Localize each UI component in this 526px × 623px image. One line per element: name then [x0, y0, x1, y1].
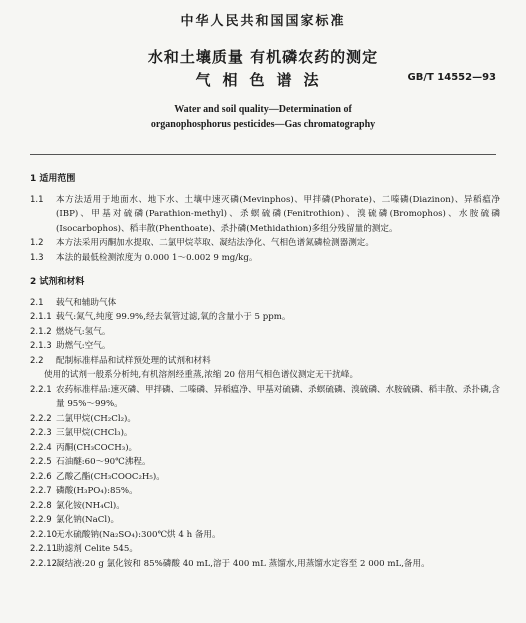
clause-number: 2.2.3: [30, 428, 52, 438]
clause-number: 2.1.1: [30, 312, 52, 322]
clause-2-1-2: [30, 325, 500, 340]
clause-1-1: [30, 193, 500, 237]
clause-number: 1.3: [30, 252, 44, 263]
clause-number: 2.2.12: [30, 558, 58, 569]
clause-number: 2.1.3: [30, 341, 52, 351]
section-1-title: 1 适用范围: [30, 174, 76, 184]
header-divider: [30, 154, 496, 155]
clause-2-2-8: [30, 499, 500, 514]
clause-text: 本法的最低检测浓度为 0.000 1～0.002 9 mg/kg。: [56, 252, 258, 263]
clause-text: 助燃气:空气。: [56, 341, 111, 351]
standard-code: GB/T 14552—93: [407, 72, 496, 83]
clause-number: 2.2.11: [30, 544, 58, 554]
clause-number: 2.2.6: [30, 471, 52, 482]
clause-text: 丙酮(CH₃COCH₃)。: [56, 442, 138, 453]
clause-text: 二氯甲烷(CH₂Cl₂)。: [56, 413, 136, 424]
clause-text: 载气和辅助气体: [56, 297, 117, 308]
clause-text: 三氯甲烷(CHCl₃)。: [56, 428, 133, 438]
clause-text: 农药标准样品:速灭磷、甲拌磷、二嗪磷、异稻瘟净、甲基对硫磷、杀螟硫磷、溴硫磷、水胺硫磷、稻丰散、杀扑磷,含量 95%～99%。: [56, 384, 500, 409]
clause-1-2: [30, 236, 500, 251]
clause-text: 磷酸(H₃PO₄):85%。: [56, 486, 138, 496]
clause-2-2-12: [30, 557, 500, 572]
clause-text: 凝结液:20 g 氯化铵和 85%磷酸 40 mL,溶于 400 mL 蒸馏水,用蒸馏水定容至 2 000 mL,备用。: [56, 558, 430, 569]
standard-org: 中华人民共和国国家标准: [180, 14, 346, 29]
clause-2-1-1: [30, 310, 500, 325]
clause-2-1-3: [30, 339, 500, 354]
clause-number: 2.2.5: [30, 457, 52, 467]
clause-text: 本方法适用于地面水、地下水、土壤中速灭磷(Mevinphos)、甲拌磷(Phorate)、二嗪磷(Diazinon)、异稻瘟净(IBP)、甲基对硫磷(Parathion-methyl)、杀螟硫磷(Fenitrothion)、溴硫磷(Bromophos)、水胺硫磷(Isocarbophos)、稻丰散(Phenthoate)、杀扑磷(Methidathion)多组分残留量的测定。: [56, 194, 500, 234]
clause-text: 载气:氮气,纯度 99.9%,经去氧管过滤,氧的含量小于 5 ppm。: [56, 312, 291, 322]
clause-text: 助滤剂 Celite 545。: [56, 544, 138, 554]
clause-text: 乙酸乙酯(CH₃COOC₂H₅)。: [56, 471, 165, 482]
clause-2-2-3: [30, 426, 500, 441]
clause-2-2-7: [30, 484, 500, 499]
clause-number: 2.1: [30, 297, 44, 308]
title-en-line1: Water and soil quality—Determination of: [174, 104, 352, 115]
clause-2-2-9: [30, 513, 500, 528]
clause-2-1: [30, 296, 500, 311]
clause-text: 配制标准样品和试样预处理的试剂和材料: [56, 355, 211, 366]
clause-number: 2.2: [30, 355, 44, 366]
clause-text: 石油醚:60～90℃沸程。: [56, 457, 151, 467]
clause-number: 2.2.1: [30, 384, 52, 395]
clause-2-2-4: [30, 441, 500, 456]
title-zh-line2: 气相色谱法: [195, 71, 331, 89]
clause-2-2-1: [30, 383, 500, 412]
clause-number: 2.2.8: [30, 500, 52, 511]
clause-2-2-5: [30, 455, 500, 470]
clause-number: 2.2.4: [30, 442, 52, 453]
clause-number: 1.1: [30, 194, 44, 205]
clause-text: 氯化铵(NH₄Cl)。: [56, 500, 125, 511]
clause-2-2-11: [30, 542, 500, 557]
clause-number: 2.2.9: [30, 515, 52, 525]
clause-number: 1.2: [30, 238, 44, 248]
clause-2-2-6: [30, 470, 500, 485]
clause-2-2-paragraph: 使用的试剂一般系分析纯,有机溶剂经重蒸,浓缩 20 倍用气相色谱仪测定无干扰峰。: [44, 370, 359, 380]
clause-2-2-10: [30, 528, 500, 543]
document-body: [30, 172, 500, 571]
title-zh-line1: 水和土壤质量 有机磷农药的测定: [147, 48, 379, 66]
clause-number: 2.1.2: [30, 326, 52, 337]
clause-number: 2.2.7: [30, 486, 52, 496]
clause-2-2-2: [30, 412, 500, 427]
clause-number: 2.2.2: [30, 413, 52, 424]
clause-2-2: [30, 354, 500, 369]
clause-text: 氯化钠(NaCl)。: [56, 515, 120, 525]
clause-text: 本方法采用丙酮加水提取、二氯甲烷萃取、凝结法净化、气相色谱氮磷检测器测定。: [56, 238, 374, 248]
clause-number: 2.2.10: [30, 529, 58, 540]
title-en-line2: organophosphorus pesticides—Gas chromatography: [150, 119, 376, 130]
section-2-title: 2 试剂和材料: [30, 277, 85, 287]
clause-text: 无水硫酸钠(Na₂SO₄):300℃烘 4 h 备用。: [56, 529, 221, 540]
clause-text: 燃烧气:氢气。: [56, 326, 111, 337]
clause-1-3: [30, 251, 500, 266]
